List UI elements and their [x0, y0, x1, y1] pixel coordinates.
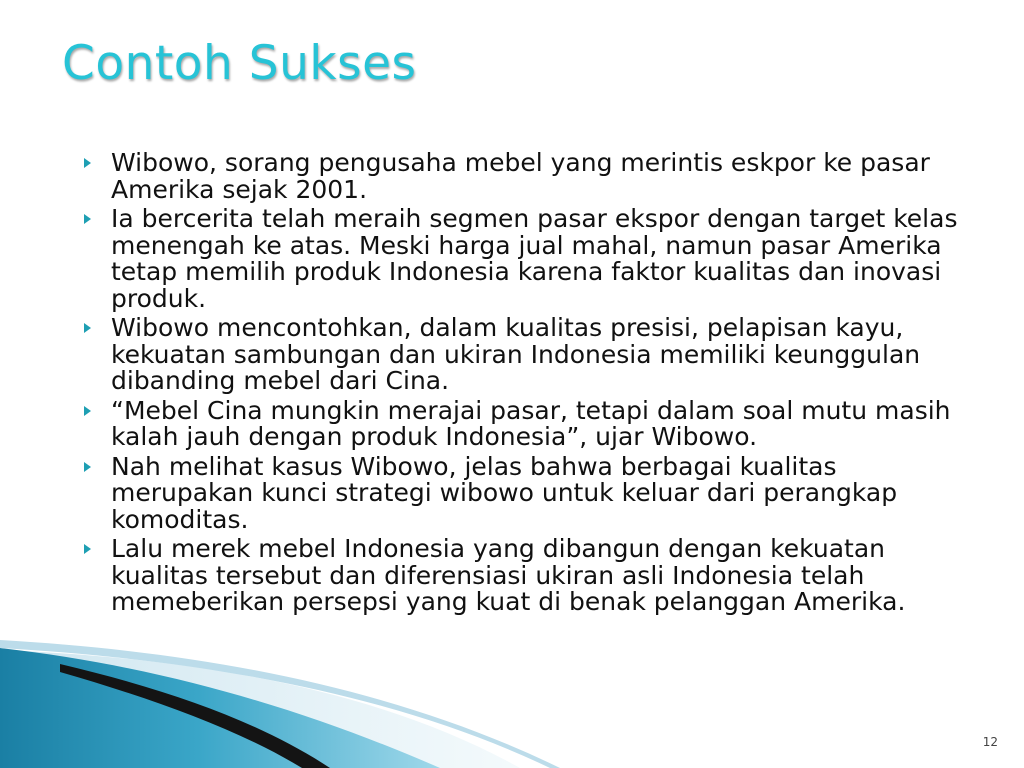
bullet-list	[82, 150, 982, 619]
bullet-item	[82, 150, 982, 203]
triangle-right-icon	[84, 544, 91, 554]
triangle-right-icon	[84, 158, 91, 168]
page-number: 12	[982, 735, 998, 749]
bullet-item	[82, 536, 982, 616]
triangle-right-icon	[84, 406, 91, 416]
bullet-text: Lalu merek mebel Indonesia yang dibangun dengan kekuatan kualitas tersebut dan diferensiasi ukiran asli Indonesia telah memeberikan persepsi yang kuat di benak pelanggan Amerika.	[111, 534, 906, 616]
triangle-right-icon	[84, 323, 91, 333]
bullet-text: Wibowo mencontohkan, dalam kualitas presisi, pelapisan kayu, kekuatan sambungan dan ukiran Indonesia memiliki keunggulan dibanding mebel dari Cina.	[111, 313, 921, 395]
bullet-item	[82, 206, 982, 312]
bullet-item	[82, 451, 982, 534]
bullet-text: Ia bercerita telah meraih segmen pasar ekspor dengan target kelas menengah ke atas. Meski harga jual mahal, namun pasar Amerika tetap memilih produk Indonesia karena faktor kualitas dan inovasi produk.	[111, 204, 958, 313]
bullet-item	[82, 315, 982, 395]
bullet-text: Nah melihat kasus Wibowo, jelas bahwa berbagai kualitas merupakan kunci strategi wibowo untuk keluar dari perangkap komoditas.	[111, 451, 898, 534]
bullet-text: “Mebel Cina mungkin merajai pasar, tetapi dalam soal mutu masih kalah jauh dengan produk Indonesia”, ujar Wibowo.	[111, 395, 951, 451]
bullet-item	[82, 395, 982, 451]
slide-title: Contoh Sukses	[62, 36, 417, 91]
triangle-right-icon	[84, 214, 91, 224]
bullet-text: Wibowo, sorang pengusaha mebel yang merintis eskpor ke pasar Amerika sejak 2001.	[111, 148, 930, 204]
triangle-right-icon	[84, 462, 91, 472]
